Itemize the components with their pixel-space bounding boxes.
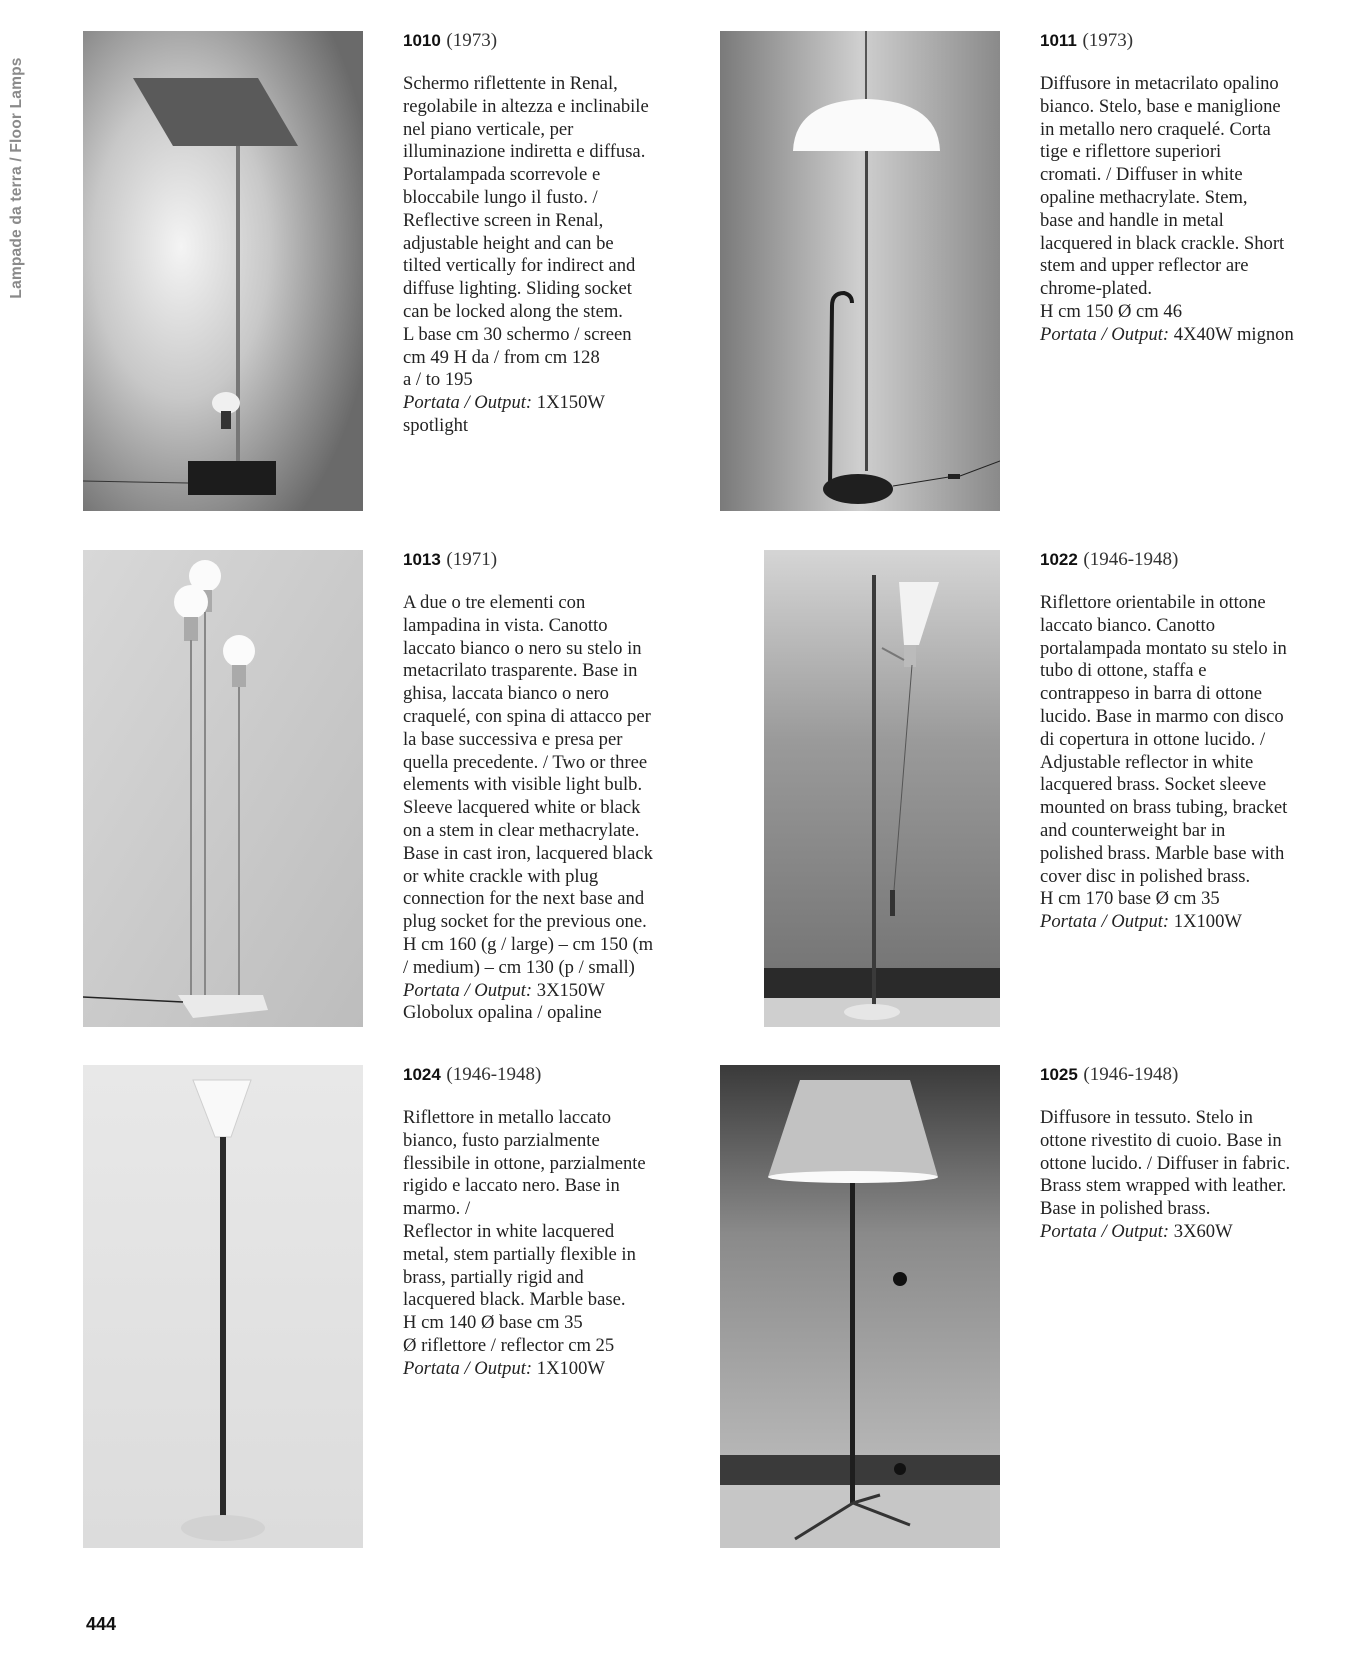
description-line: bianco, fusto parzialmente bbox=[403, 1129, 600, 1151]
description-line: Brass stem wrapped with leather. bbox=[1040, 1175, 1287, 1197]
description-line: tige e riflettore superiori bbox=[1040, 141, 1222, 163]
description-line: Riflettore orientabile in ottone bbox=[1040, 592, 1266, 613]
description-line: quella precedente. / Two or three bbox=[403, 751, 648, 773]
output-spec bbox=[1040, 1221, 1325, 1244]
output-spec bbox=[1040, 324, 1325, 347]
product-code: 1022 bbox=[1040, 550, 1078, 569]
product-code: 1025 bbox=[1040, 1065, 1078, 1084]
description-line: Riflettore in metallo laccato bbox=[403, 1107, 612, 1128]
description-line: or white crackle with plug bbox=[403, 865, 599, 887]
product-title bbox=[403, 549, 688, 571]
description-line: ottone rivestito di cuoio. Base in bbox=[1040, 1129, 1282, 1151]
description-line: Diffusore in tessuto. Stelo in bbox=[1040, 1107, 1253, 1128]
product-year: (1946-1948) bbox=[1083, 549, 1179, 570]
output-spec bbox=[403, 1358, 688, 1381]
description-line: cromati. / Diffuser in white bbox=[1040, 164, 1243, 186]
output-value: 1X150W bbox=[532, 392, 605, 414]
output-spec bbox=[403, 980, 688, 1003]
description-line: Sleeve lacquered white or black bbox=[403, 797, 641, 819]
description-line: chrome-plated. bbox=[1040, 278, 1153, 300]
output-label: Portata / Output: bbox=[1040, 323, 1170, 345]
description-line: illuminazione indiretta e diffusa. bbox=[403, 141, 646, 163]
section-label-text: Lampade da terra / Floor Lamps bbox=[8, 57, 25, 299]
product-title bbox=[1040, 549, 1325, 571]
description-line: diffuse lighting. Sliding socket bbox=[403, 278, 632, 300]
floor-lamp-1022-photo bbox=[764, 550, 1000, 1027]
description-line: Base in cast iron, lacquered black bbox=[403, 842, 653, 864]
page-number: 444 bbox=[86, 1614, 117, 1634]
description-line: ottone lucido. / Diffuser in fabric. bbox=[1040, 1152, 1291, 1174]
floor-lamp-1013-photo bbox=[83, 550, 363, 1027]
description-line: Portalampada scorrevole e bbox=[403, 164, 601, 186]
description-line: adjustable height and can be bbox=[403, 232, 614, 254]
description-line: H cm 140 Ø base cm 35 bbox=[403, 1312, 583, 1334]
product-code: 1010 bbox=[403, 31, 441, 50]
description-line: Ø riflettore / reflector cm 25 bbox=[403, 1334, 615, 1356]
output-extra: Globolux opalina / opaline bbox=[403, 1002, 602, 1024]
section-label bbox=[4, 32, 30, 324]
description-line: plug socket for the previous one. bbox=[403, 911, 647, 933]
description-line: nel piano verticale, per bbox=[403, 118, 574, 140]
description-line: Reflector in white lacquered bbox=[403, 1220, 615, 1242]
description-line: flessibile in ottone, parzialmente bbox=[403, 1152, 646, 1174]
output-value: 3X60W bbox=[1169, 1220, 1233, 1242]
description-line: and counterweight bar in bbox=[1040, 819, 1226, 841]
description-line: H cm 160 (g / large) – cm 150 (m bbox=[403, 933, 654, 955]
description-line: opaline methacrylate. Stem, bbox=[1040, 186, 1248, 208]
product-year: (1946-1948) bbox=[1083, 1064, 1179, 1085]
output-value: 4X40W mignon bbox=[1169, 323, 1294, 345]
product-title bbox=[403, 1064, 688, 1086]
description-line: bianco. Stelo, base e maniglione bbox=[1040, 95, 1281, 117]
description-line: on a stem in clear methacrylate. bbox=[403, 819, 640, 841]
description-line: regolabile in altezza e inclinabile bbox=[403, 95, 649, 117]
description-line: di copertura in ottone lucido. / bbox=[1040, 728, 1266, 750]
description-line: lampadina in vista. Canotto bbox=[403, 614, 608, 636]
product-title bbox=[1040, 30, 1325, 52]
output-spec bbox=[1040, 911, 1325, 934]
description-line: H cm 170 base Ø cm 35 bbox=[1040, 888, 1220, 910]
description-line: la base successiva e presa per bbox=[403, 728, 623, 750]
output-label: Portata / Output: bbox=[403, 392, 533, 414]
product-description bbox=[1040, 73, 1325, 347]
output-label: Portata / Output: bbox=[1040, 911, 1170, 933]
description-line: marmo. / bbox=[403, 1198, 471, 1220]
description-line: Base in polished brass. bbox=[1040, 1198, 1211, 1220]
description-line: base and handle in metal bbox=[1040, 209, 1224, 231]
floor-lamp-1011-photo bbox=[720, 31, 1000, 511]
description-line: rigido e laccato nero. Base in bbox=[403, 1175, 620, 1197]
description-line: stem and upper reflector are bbox=[1040, 255, 1249, 277]
description-line: elements with visible light bulb. bbox=[403, 774, 643, 796]
description-line: in metallo nero craquelé. Corta bbox=[1040, 118, 1271, 140]
output-value: 3X150W bbox=[532, 979, 605, 1001]
product-year: (1973) bbox=[1082, 30, 1134, 51]
description-line: mounted on brass tubing, bracket bbox=[1040, 797, 1288, 819]
description-line: connection for the next base and bbox=[403, 888, 645, 910]
description-line: bloccabile lungo il fusto. / bbox=[403, 186, 598, 208]
product-code: 1011 bbox=[1040, 31, 1077, 50]
description-line: A due o tre elementi con bbox=[403, 592, 586, 613]
product-year: (1946-1948) bbox=[446, 1064, 542, 1085]
description-line: brass, partially rigid and bbox=[403, 1266, 584, 1288]
description-line: can be locked along the stem. bbox=[403, 300, 623, 322]
description-line: metacrilato trasparente. Base in bbox=[403, 660, 638, 682]
description-line: cm 49 H da / from cm 128 bbox=[403, 346, 600, 368]
description-line: Adjustable reflector in white bbox=[1040, 751, 1254, 773]
product-description bbox=[1040, 1107, 1325, 1244]
output-label: Portata / Output: bbox=[403, 979, 533, 1001]
product-entry-1013 bbox=[403, 549, 688, 1025]
description-line: metal, stem partially flexible in bbox=[403, 1243, 636, 1265]
description-line: a / to 195 bbox=[403, 369, 473, 391]
product-year: (1971) bbox=[446, 549, 498, 570]
floor-lamp-1024-photo bbox=[83, 1065, 363, 1548]
product-description bbox=[403, 73, 688, 438]
description-line: contrappeso in barra di ottone bbox=[1040, 683, 1263, 705]
description-line: laccato bianco o nero su stelo in bbox=[403, 637, 642, 659]
product-description bbox=[403, 592, 688, 1025]
description-line: Schermo riflettente in Renal, bbox=[403, 73, 618, 94]
product-entry-1024 bbox=[403, 1064, 688, 1381]
description-line: polished brass. Marble base with bbox=[1040, 842, 1285, 864]
description-line: tilted vertically for indirect and bbox=[403, 255, 636, 277]
output-label: Portata / Output: bbox=[1040, 1220, 1170, 1242]
output-spec bbox=[403, 392, 688, 415]
output-value: 1X100W bbox=[1169, 911, 1242, 933]
product-code: 1013 bbox=[403, 550, 441, 569]
description-line: Diffusore in metacrilato opalino bbox=[1040, 73, 1279, 94]
product-description bbox=[403, 1107, 688, 1381]
product-entry-1011 bbox=[1040, 30, 1325, 347]
product-code: 1024 bbox=[403, 1065, 441, 1084]
product-title bbox=[403, 30, 688, 52]
floor-lamp-1025-photo bbox=[720, 1065, 1000, 1548]
description-line: L base cm 30 schermo / screen bbox=[403, 323, 632, 345]
output-extra: spotlight bbox=[403, 414, 469, 436]
product-description bbox=[1040, 592, 1325, 934]
description-line: portalampada montato su stelo in bbox=[1040, 637, 1287, 659]
description-line: / medium) – cm 130 (p / small) bbox=[403, 956, 635, 978]
description-line: cover disc in polished brass. bbox=[1040, 865, 1251, 887]
description-line: ghisa, laccata bianco o nero bbox=[403, 683, 609, 705]
output-value: 1X100W bbox=[532, 1357, 605, 1379]
description-line: lacquered in black crackle. Short bbox=[1040, 232, 1285, 254]
description-line: laccato bianco. Canotto bbox=[1040, 614, 1216, 636]
product-title bbox=[1040, 1064, 1325, 1086]
product-entry-1010 bbox=[403, 30, 688, 438]
output-label: Portata / Output: bbox=[403, 1357, 533, 1379]
description-line: Reflective screen in Renal, bbox=[403, 209, 604, 231]
description-line: lacquered brass. Socket sleeve bbox=[1040, 774, 1267, 796]
description-line: tubo di ottone, staffa e bbox=[1040, 660, 1207, 682]
product-entry-1022 bbox=[1040, 549, 1325, 934]
description-line: lucido. Base in marmo con disco bbox=[1040, 705, 1284, 727]
floor-lamp-1010-photo bbox=[83, 31, 363, 511]
description-line: H cm 150 Ø cm 46 bbox=[1040, 300, 1183, 322]
description-line: lacquered black. Marble base. bbox=[403, 1289, 626, 1311]
product-year: (1973) bbox=[446, 30, 498, 51]
product-entry-1025 bbox=[1040, 1064, 1325, 1244]
description-line: craquelé, con spina di attacco per bbox=[403, 705, 651, 727]
